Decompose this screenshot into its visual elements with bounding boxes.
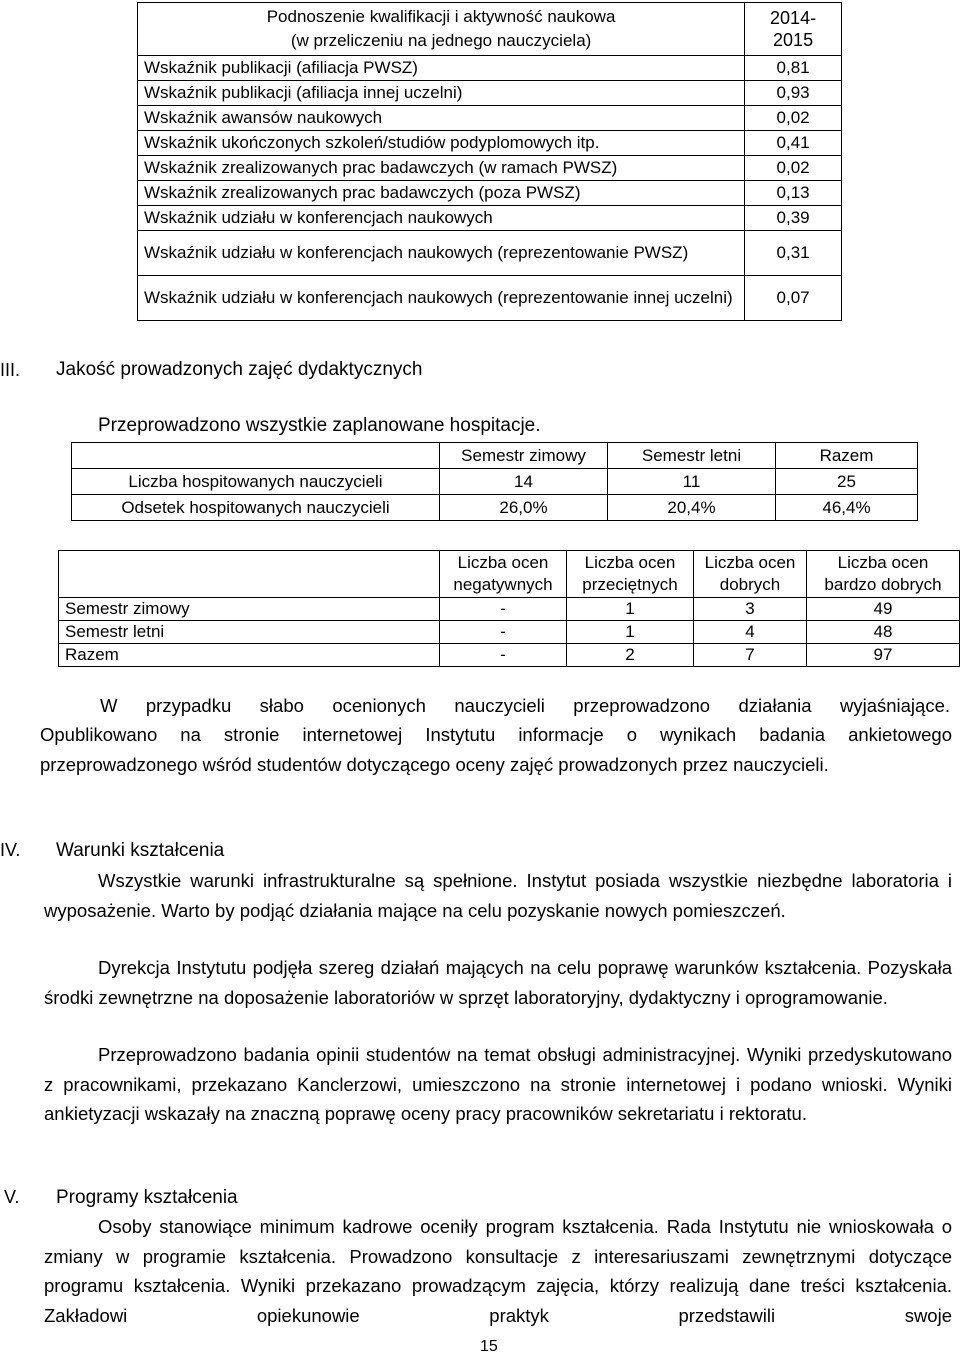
table-cell: 4: [694, 621, 807, 644]
table-row-value: 0,81: [745, 56, 842, 81]
section-title: Warunki kształcenia: [56, 840, 225, 861]
table-header-cell: [567, 551, 694, 598]
year-line-2: 2015: [773, 30, 814, 50]
table-row-value: 0,39: [745, 206, 842, 231]
table-row-label: Wskaźnik publikacji (afiliacja PWSZ): [138, 56, 745, 81]
table-row-label: Wskaźnik zrealizowanych prac badawczych (poza PWSZ): [138, 181, 745, 206]
table-row-value: 0,93: [745, 81, 842, 106]
table-row-value: 0,31: [745, 231, 842, 276]
paragraph: Przeprowadzono badania opinii studentów na temat obsługi administracyjnej. Wyniki przedyskutowano z pracownikami, przekazano Kanclerzowi, umieszczono na stronie internetowej i podano wnioski. Wyniki ankietyzacji wskazały na znaczną poprawę oceny pracy pracowników sekretariatu i rektoratu.: [44, 1044, 952, 1124]
table-cell: 11: [608, 469, 776, 495]
table-row-label: Wskaźnik ukończonych szkoleń/studiów podyplomowych itp.: [138, 131, 745, 156]
table-header-cell: [440, 551, 567, 598]
table-row-label: Wskaźnik publikacji (afiliacja innej uczelni): [138, 81, 745, 106]
table-cell: 20,4%: [608, 495, 776, 521]
table-header-cell: [72, 443, 440, 469]
table1-header-label: [138, 3, 745, 56]
table-cell: 7: [694, 644, 807, 667]
paragraph: Osoby stanowiące minimum kadrowe oceniły program kształcenia. Rada Instytutu nie wnioskowała o zmiany w programie kształcenia. Prowadzono konsultacje z interesariuszami zewnętrznymi dotyczące programu kształcenia. Wyniki przekazano prowadzącym zajęcia, którzy realizują dane treści kształcenia. Zakładowi opiekunowie praktyk przedstawili swoje: [44, 1216, 952, 1326]
year-line-1: 2014-: [770, 8, 817, 28]
header-line: Liczba ocen: [837, 553, 929, 572]
table-row-label: Wskaźnik udziału w konferencjach naukowych (reprezentowanie innej uczelni): [138, 276, 745, 321]
header-line: Liczba ocen: [584, 553, 676, 572]
grades-table: [58, 550, 960, 667]
header-line: dobrych: [719, 575, 781, 594]
section-number: IV.: [0, 840, 21, 860]
table-header-cell: Semestr zimowy: [440, 443, 608, 469]
header-line: negatywnych: [453, 575, 553, 594]
table-cell: 49: [807, 598, 960, 621]
header-line-1: Podnoszenie kwalifikacji i aktywność naukowa: [266, 7, 616, 26]
table-cell: 26,0%: [440, 495, 608, 521]
table-row-value: 0,02: [745, 106, 842, 131]
table-row-value: 0,13: [745, 181, 842, 206]
table-cell: 25: [776, 469, 918, 495]
table-cell: Liczba hospitowanych nauczycieli: [72, 469, 440, 495]
table-cell: 1: [567, 621, 694, 644]
table-row-label: Wskaźnik udziału w konferencjach naukowych: [138, 206, 745, 231]
table-header-cell: [694, 551, 807, 598]
section-intro: Przeprowadzono wszystkie zaplanowane hospitacje.: [98, 415, 541, 436]
table-cell: Semestr letni: [59, 621, 440, 644]
table-header-cell: [59, 551, 440, 598]
paragraph: Opublikowano na stronie internetowej Instytutu informacje o wynikach badania ankietowego przeprowadzonego wśród studentów dotyczącego oceny zajęć prowadzonych przez nauczycieli.: [40, 724, 952, 775]
table-cell: -: [440, 621, 567, 644]
section-title: Jakość prowadzonych zajęć dydaktycznych: [56, 359, 423, 380]
table-row-value: 0,41: [745, 131, 842, 156]
section-number: V.: [4, 1187, 20, 1207]
table-row-label: Wskaźnik awansów naukowych: [138, 106, 745, 131]
section-title: Programy kształcenia: [56, 1187, 238, 1208]
header-line: Liczba ocen: [457, 553, 549, 572]
table-cell: Odsetek hospitowanych nauczycieli: [72, 495, 440, 521]
section-number: III.: [0, 360, 21, 380]
table-row-value: 0,02: [745, 156, 842, 181]
hospitation-table: [71, 442, 918, 521]
paragraph: W przypadku słabo ocenionych nauczycieli przeprowadzono działania wyjaśniające.: [100, 695, 950, 716]
table-cell: 1: [567, 598, 694, 621]
table-cell: 48: [807, 621, 960, 644]
table-row-label: Wskaźnik zrealizowanych prac badawczych (w ramach PWSZ): [138, 156, 745, 181]
table-row-label: Wskaźnik udziału w konferencjach naukowych (reprezentowanie PWSZ): [138, 231, 745, 276]
table-header-cell: Semestr letni: [608, 443, 776, 469]
table-cell: -: [440, 644, 567, 667]
table-cell: 14: [440, 469, 608, 495]
paragraph: Wszystkie warunki infrastrukturalne są spełnione. Instytut posiada wszystkie niezbędne laboratoria i wyposażenie. Warto by podjąć działania mające na celu pozyskanie nowych pomieszczeń.: [44, 870, 952, 921]
header-line-2: (w przeliczeniu na jednego nauczyciela): [290, 31, 592, 50]
header-line: bardzo dobrych: [824, 575, 942, 594]
table-cell: Semestr zimowy: [59, 598, 440, 621]
table-cell: 97: [807, 644, 960, 667]
table-cell: 2: [567, 644, 694, 667]
table1-header-year: [745, 3, 842, 56]
table-row-value: 0,07: [745, 276, 842, 321]
table-cell: -: [440, 598, 567, 621]
table-header-cell: [807, 551, 960, 598]
qualification-table: [137, 2, 842, 321]
table-cell: Razem: [59, 644, 440, 667]
header-line: przeciętnych: [582, 575, 678, 594]
header-line: Liczba ocen: [704, 553, 796, 572]
table-cell: 3: [694, 598, 807, 621]
paragraph: Dyrekcja Instytutu podjęła szereg działań mających na celu poprawę warunków kształcenia. Pozyskała środki zewnętrzne na doposażenie laboratoriów w sprzęt laboratoryjny, dydaktyczny i oprogramowanie.: [44, 957, 952, 1008]
table-cell: 46,4%: [776, 495, 918, 521]
table-header-cell: Razem: [776, 443, 918, 469]
page-number: 15: [480, 1338, 498, 1355]
